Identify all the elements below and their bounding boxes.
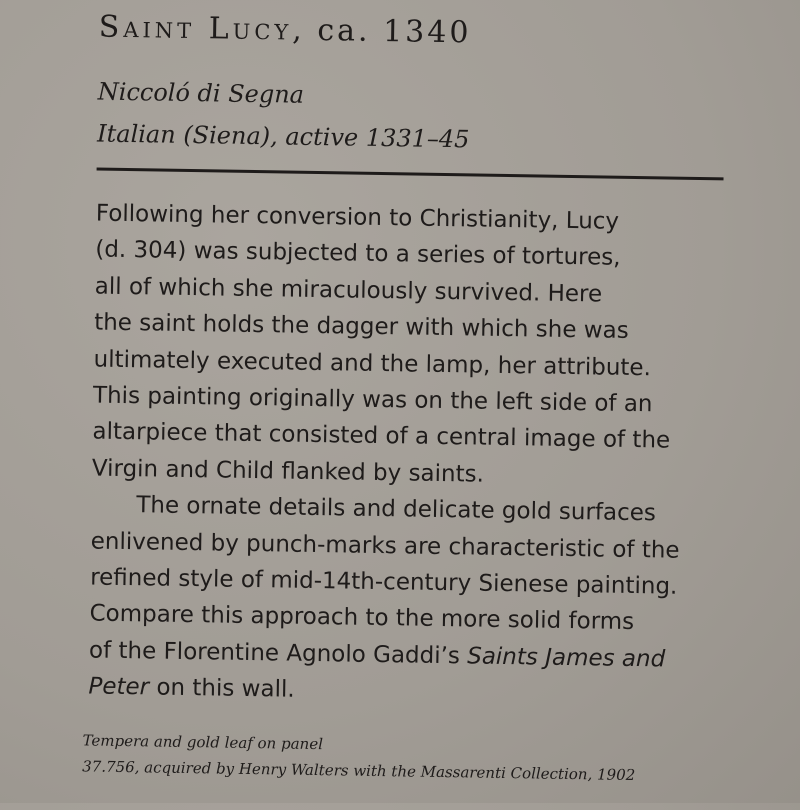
body-text-fragment: of the Florentine Agnolo Gaddi’s — [88, 637, 468, 670]
body-line: (d. 304) was subjected to a series of tortures, — [95, 236, 621, 272]
referenced-artwork-title: Saints James and — [467, 643, 666, 673]
body-line: Compare this approach to the more solid forms — [89, 600, 635, 636]
body-line: Following her conversion to Christianity, Lucy — [95, 200, 620, 235]
artist-name: Niccoló di Segna — [97, 77, 305, 109]
body-line: The ornate details and delicate gold surfaces — [136, 492, 657, 527]
body-line: altarpiece that consisted of a central image of the — [92, 418, 671, 454]
artwork-title — [99, 10, 472, 51]
artist-nationality: Italian (Siena), active 1331–45 — [96, 119, 470, 154]
artwork-date: , ca. 1340 — [292, 12, 472, 51]
accession-text: 37.756, acquired by Henry Walters with the Massarenti Collection, 1902 — [82, 757, 636, 785]
body-line: This painting originally was on the left side of an — [92, 382, 653, 418]
artwork-name: Saint Lucy — [98, 9, 293, 48]
body-line: the saint holds the dagger with which she was — [93, 309, 629, 345]
body-line: enlivened by punch-marks are characteristic of the — [90, 528, 680, 564]
medium-text: Tempera and gold leaf on panel — [82, 731, 324, 754]
body-text-fragment: on this wall. — [148, 674, 295, 703]
body-line: ultimately executed and the lamp, her attribute. — [93, 346, 652, 381]
body-line: Virgin and Child flanked by saints. — [91, 455, 485, 488]
label-body — [88, 196, 736, 716]
body-line: all of which she miraculously survived. Here — [94, 273, 603, 308]
credit-line — [82, 727, 636, 788]
referenced-artwork-title-cont: Peter — [88, 673, 150, 701]
divider-rule — [97, 168, 724, 181]
body-line: refined style of mid-14th-century Sienese painting. — [89, 564, 678, 600]
